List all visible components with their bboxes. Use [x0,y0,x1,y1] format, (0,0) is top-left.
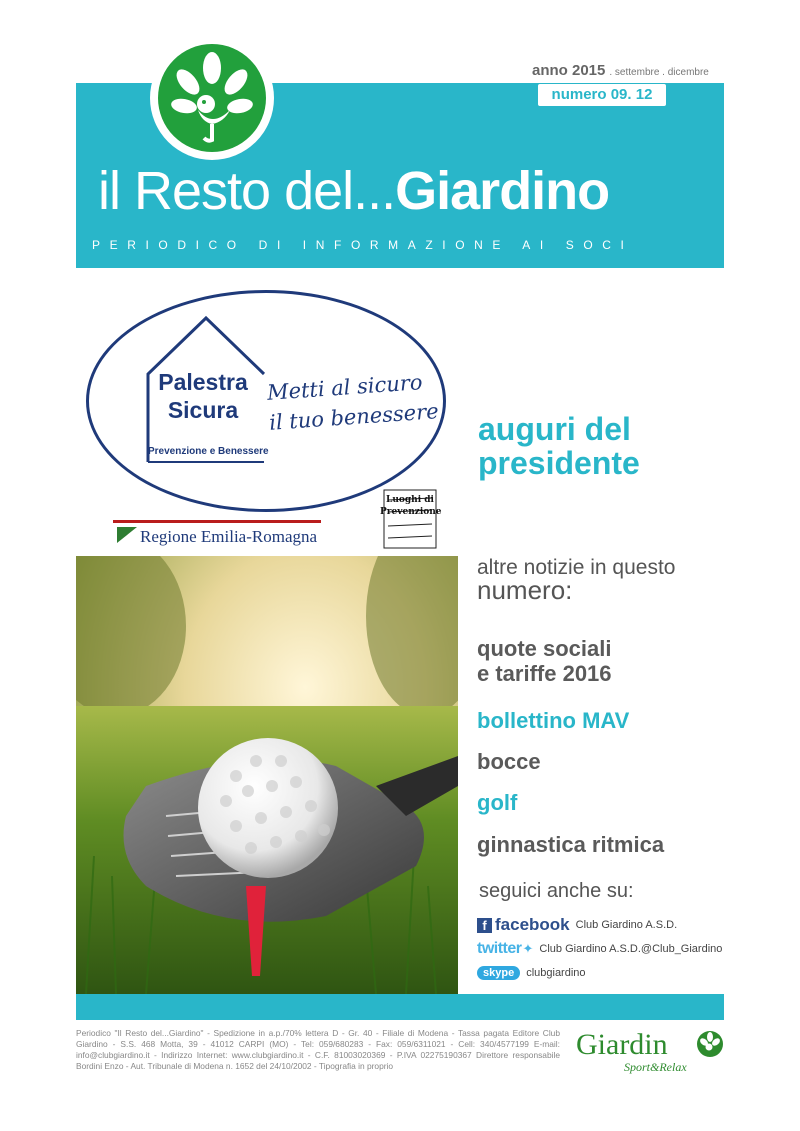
footer-colophon: Periodico "Il Resto del...Giardino" - Spedizione in a.p./70% lettera D - Gr. 40 - Filiale di Modena - Tassa pagata Editore Club Giardino - S.S. 468 Motta, 39 - 41012 CARPI (MO) - Tel: 059/680283 - Fax: 059/6311021 - Cell: 340/4577199 E-mail: info@clubgiardino.it - Indirizzo Internet: www.clubgiardino.it - C.F. 81003020369 - P.IVA 02275190367 Direttore responsabile Bordini Enzo - Aut. Tribunale di Modena n. 1652 del 24/10/2002 - Tipografia in proprio [76,1028,560,1071]
golf-photo [76,556,458,994]
social-twitter[interactable] [477,938,722,960]
tagline: PERIODICO DI INFORMAZIONE AI SOCI [92,238,634,252]
social-title: seguici anche su: [479,880,634,902]
year-text: anno 2015 [532,62,606,79]
luoghi-prevenzione-badge [380,488,440,550]
facebook-brand: facebook [495,915,570,934]
news-item-quote [477,636,612,686]
footer-logo-flower-icon [696,1030,724,1058]
twitter-handle: Club Giardino A.S.D.@Club_Giardino [539,943,723,955]
news-item-golf: golf [477,790,518,815]
palestra-subtitle: Prevenzione e Benessere [148,446,269,457]
badge-text: Luoghi di Prevenzione [380,495,442,517]
golf-ball-illustration [76,556,458,994]
news-item-mav: bollettino MAV [477,708,630,733]
palestra-slogan [266,366,439,438]
headline: auguri del presidente [478,411,640,481]
issue-number: numero 09. 12 [538,84,666,106]
regione-label: Regione Emilia-Romagna [140,527,318,546]
issue-year [532,62,709,79]
title-bold: Giardino [395,161,610,221]
slogan-line-2: il tuo benessere [268,399,440,435]
footer-logo-name: Giardin [576,1028,668,1061]
facebook-handle: Club Giardino A.S.D. [575,919,678,931]
club-logo-emblem [158,44,266,152]
title-light: il Resto del... [98,161,396,221]
social-facebook[interactable] [477,914,677,936]
news-item-label-2: e tariffe 2016 [477,661,612,686]
other-news-big: numero: [477,575,573,605]
palestra-title: Palestra Sicura [158,369,248,423]
news-item-bocce: bocce [477,749,541,774]
twitter-bird-icon: ✦ [522,941,534,956]
period-text: . settembre . dicembre [609,67,709,78]
skype-handle: clubgiardino [526,967,586,979]
slogan-line-1: Metti al sicuro [266,370,424,405]
regione-flag-icon [117,527,137,543]
footer-logo-sub: Sport&Relax [624,1060,687,1074]
footer-band [76,994,724,1020]
news-item-label: quote sociali [477,636,612,661]
other-news-intro: altre notizie in questo [477,556,676,579]
masthead-title [98,161,610,221]
social-skype[interactable] [477,962,586,984]
facebook-icon: f [477,918,492,933]
other-news-heading [477,556,727,605]
twitter-brand: twitter [477,940,522,957]
regione-divider [113,520,321,523]
flower-bird-icon [158,44,266,152]
news-item-ginnastica: ginnastica ritmica [477,832,665,857]
skype-icon: skype [477,966,520,980]
